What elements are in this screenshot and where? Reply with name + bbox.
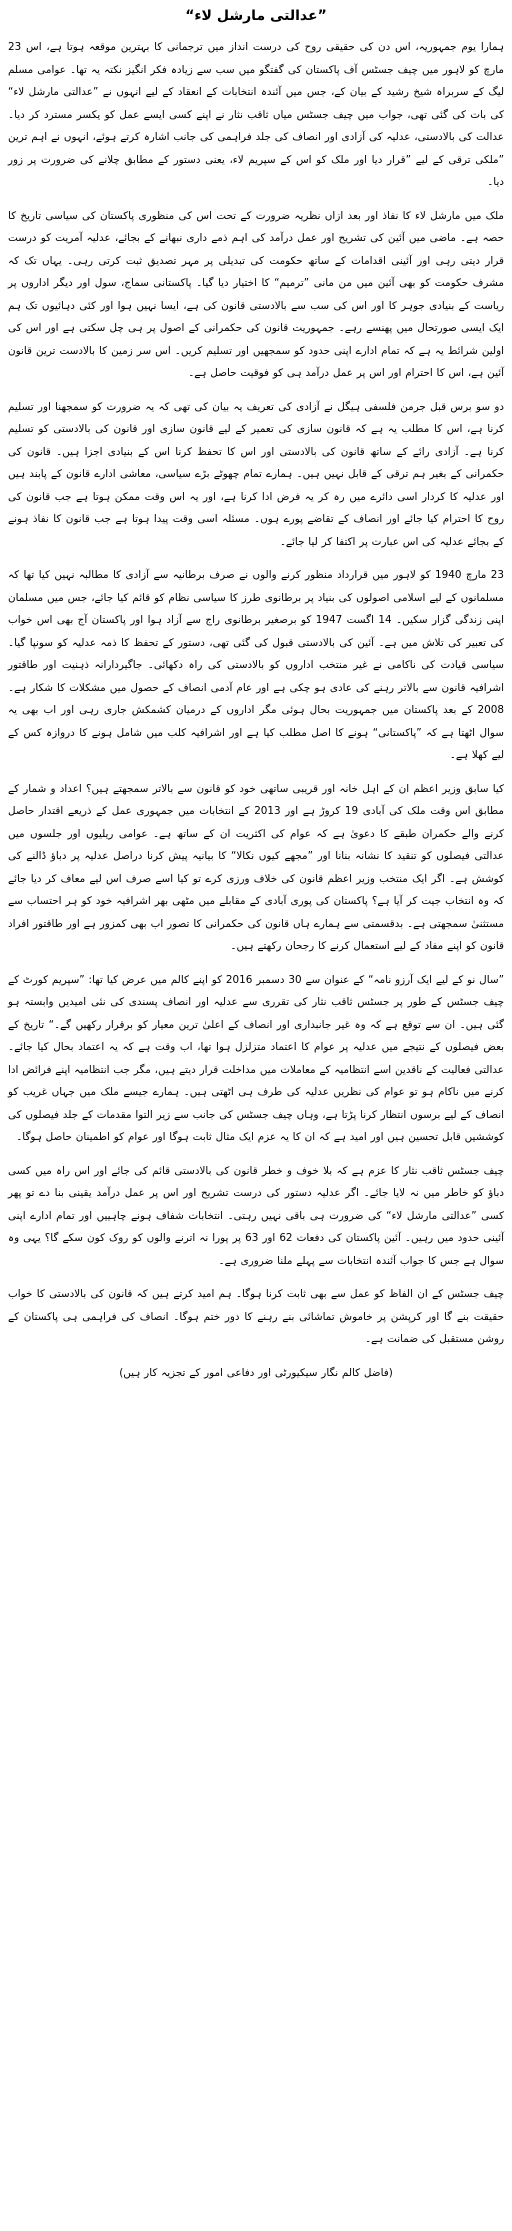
article-paragraph-7: چیف جسٹس ثاقب نثار کا عزم ہے کہ بلا خوف و خطر قانون کی بالادستی قائم کی جائے اور اس راہ میں کسی دباؤ کو خاطر میں نہ لایا جائے۔ اگر عدلیہ دستور کی درست تشریح اور اس پر عمل درآمد یقینی بنا دے تو پھر کسی ”عدالتی مارشل لاء“ کی ضرورت ہی باقی نہیں رہتی۔ انتخابات شفاف ہونے چاہییں اور تمام ادارے اپنی آئینی حدود میں رہیں۔ آئین پاکستان کی دفعات 62 اور 63 پر پورا نہ اترنے والوں کو روک کون سکے گا؟ یہی وہ سوال ہے جس کا جواب آئندہ انتخابات سے پہلے ملنا ضروری ہے۔ — [8, 1164, 504, 1267]
article-paragraph-5: کیا سابق وزیر اعظم ان کے اہل خانہ اور قریبی ساتھی خود کو قانون سے بالاتر سمجھتے ہیں؟ اعداد و شمار کے مطابق اس وقت ملک کی آبادی 19 کروڑ ہے اور 2013 کے انتخابات میں جمہوری عمل کے ذریعے اقتدار حاصل کرنے والے حکمران طبقے کا دعویٰ ہے کہ عوام کی اکثریت ان کے ساتھ ہے۔ عوامی ریلیوں اور جلسوں میں عدالتی فیصلوں کو تنقید کا نشانہ بنانا اور ”مجھے کیوں نکالا“ کا بیانیہ پیش کرنا دراصل عدلیہ پر دباؤ ڈالنے کی کوشش ہے۔ اگر ایک منتخب وزیر اعظم قانون کی خلاف ورزی کرے تو کیا اسے صرف اس لیے معاف کر دیا جائے کہ وہ انتخاب جیت کر آیا ہے؟ پاکستان کی پوری آبادی کے مقابلے میں مٹھی بھر اشرافیہ خود کو ہر احتساب سے مستثنیٰ سمجھتی ہے۔ بدقسمتی سے ہمارے ہاں قانون کی حکمرانی کا تصور اب بھی کمزور ہے اور طاقتور افراد قانون کو اپنے مفاد کے لیے استعمال کرنے کا رجحان رکھتے ہیں۔ — [8, 782, 504, 952]
article-paragraph-1: ہمارا یوم جمہوریہ، اس دن کی حقیقی روح کی درست انداز میں ترجمانی کا بہترین موقعہ ہوتا ہے، اس 23 مارچ کو لاہور میں چیف جسٹس آف پاکستان کی گفتگو میں سب سے زیادہ فکر انگیز نکتہ یہ تھا۔ عوامی مسلم لیگ کے سربراہ شیخ رشید کے بیان کے، جس میں آئندہ انتخابات کے انعقاد کے لیے انہوں نے ”عدالتی مارشل لاء“ کی بات کی گئی تھی، جواب میں چیف جسٹس میاں ثاقب نثار نے اپنے کسی ایسے عمل کو یکسر مسترد کر دیا۔ عدالت کی بالادستی، عدلیہ کی آزادی اور انصاف کی جلد فراہمی کی جانب اشارہ کرتے ہوئے، انہوں نے اہم ترین ”ملکی ترقی کے لیے ”قرار دیا اور ملک کو اس کے سپریم لاء، یعنی دستور کے مطابق چلانے کی ضرورت پر زور دیا۔ — [8, 41, 504, 188]
article-title: ”عدالتی مارشل لاء“ — [185, 8, 327, 24]
author-note: (فاضل کالم نگار سیکیورٹی اور دفاعی امور کے تجزیہ کار ہیں) — [119, 1366, 393, 1379]
article-paragraph-8: چیف جسٹس کے ان الفاظ کو عمل سے بھی ثابت کرنا ہوگا۔ ہم امید کرتے ہیں کہ قانون کی بالادستی کا خواب حقیقت بنے گا اور کرپشن پر خاموش تماشائی بنے رہنے کا دور ختم ہوگا۔ انصاف کی فراہمی ہی پاکستان کے روشن مستقبل کی ضمانت ہے۔ — [8, 1288, 504, 1345]
article-paragraph-6: ”سال نو کے لیے ایک آرزو نامہ“ کے عنوان سے 30 دسمبر 2016 کو اپنے کالم میں عرض کیا تھا: ”سپریم کورٹ کے چیف جسٹس کے طور پر جسٹس ثاقب نثار کی تقرری سے عدلیہ اور انصاف پسندی کی نئی امیدیں وابستہ ہو گئی ہیں۔ ان سے توقع ہے کہ وہ غیر جانبداری اور انصاف کے اعلیٰ ترین معیار کو برقرار رکھیں گے۔“ تاریخ کے بعض فیصلوں کے نتیجے میں عدلیہ پر عوام کا اعتماد متزلزل ہوا تھا، اب وقت ہے کہ یہ اعتماد بحال کیا جائے۔ عدالتی فعالیت کے ناقدین اسے انتظامیہ کے معاملات میں مداخلت قرار دیتے ہیں، مگر جب انتظامیہ اپنے فرائض ادا کرنے میں ناکام ہو تو عوام کی نظریں عدلیہ کی طرف ہی اٹھتی ہیں۔ ہمارے جیسے ملک میں جہاں غریب کو انصاف کے لیے برسوں انتظار کرنا پڑتا ہے، وہاں چیف جسٹس کی جانب سے زیر التوا مقدمات کے جلد فیصلوں کی کوششیں قابل تحسین ہیں اور امید ہے کہ ان کا یہ عزم ایک مثال ثابت ہوگا اور عوام کو اطمینان حاصل ہوگا۔ — [8, 973, 504, 1143]
article-paragraph-4: 23 مارچ 1940 کو لاہور میں قرارداد منظور کرنے والوں نے صرف برطانیہ سے آزادی کا مطالبہ نہیں کیا تھا کہ مسلمانوں کے لیے اسلامی اصولوں کی بنیاد پر برطانوی طرز کا سیاسی نظام کو قائم کیا جائے، جس میں مسلمان اپنی زندگی گزار سکیں۔ 14 اگست 1947 کو برصغیر برطانوی راج سے آزاد ہوا اور پاکستان آج بھی اس خواب کی تعبیر کی تلاش میں ہے۔ آئین کی بالادستی قبول کی گئی تھی، دستور کے تحفظ کا ذمہ عدلیہ کو سونپا گیا۔ سیاسی قیادت کی ناکامی نے غیر منتخب اداروں کو بالادستی کی راہ دکھائی۔ جاگیردارانہ ذہنیت اور طاقتور اشرافیہ قانون سے بالاتر رہنے کی عادی ہو چکی ہے اور عام آدمی انصاف کے حصول میں مشکلات کا شکار ہے۔ 2008 کے بعد پاکستان میں جمہوریت بحال ہوئی مگر اداروں کے درمیان کشمکش جاری رہی اور اب بھی یہ سوال اٹھتا ہے کہ ”پاکستانی“ ہونے کا اصل مطلب کیا ہے اور اشرافیہ کلب میں شامل ہونے کا دروازہ کس کے لیے کھلا ہے۔ — [8, 569, 504, 761]
article-paragraph-2: ملک میں مارشل لاء کا نفاذ اور بعد ازاں نظریہ ضرورت کے تحت اس کی منظوری پاکستان کی سیاسی تاریخ کا حصہ ہے۔ ماضی میں آئین کی تشریح اور عمل درآمد کی اہم ذمے داری نبھانے کے بجائے، عدلیہ آمریت کو درست قرار دیتی رہی اور آئینی اقدامات کے ساتھ حکومت کی تبدیلی پر مہر تصدیق ثبت کرتی رہی۔ یہاں تک کہ مشرف حکومت کو بھی آئین میں من مانی ”ترمیم“ کا اختیار دیا گیا۔ پاکستانی سماج، سول اور دیگر اداروں پر ریاست کے بنیادی جوہر کا اور اس کی سب سے بالادستی قانون کی ہے، ایسا نہیں ہوا اور کئی دہائیوں تک ہم ایک ایسی صورتحال میں پھنسے رہے۔ جمہوریت قانون کی حکمرانی کے اصول پر ہی چل سکتی ہے اور اس کی اولین شرائط یہ ہے کہ تمام ادارے اپنی حدود کو سمجھیں اور تسلیم کریں۔ اس سر زمین کا بالادست ترین قانون آئین ہے، اس کا احترام اور اس پر عمل درآمد ہی کو فوقیت حاصل ہے۔ — [8, 209, 504, 379]
article-paragraph-3: دو سو برس قبل جرمن فلسفی ہیگل نے آزادی کی تعریف یہ بیان کی تھی کہ یہ ضرورت کو سمجھنا اور تسلیم کرنا ہے، اس کا مطلب یہ ہے کہ قانون سازی کی تعمیر کے لیے قانون سازی اور قانون کی بالادستی کو تسلیم کرنا ہے۔ آزادی رائے کے ساتھ قانون کی بالادستی اور اس کا تحفظ کرنا اس کے بنیادی اجزا ہیں۔ قانون کی حکمرانی کے بغیر ہم ترقی کے قابل نہیں ہیں۔ ہمارے تمام چھوٹے بڑے سیاسی، معاشی ادارے قانون کے پابند ہیں اور عدلیہ کا کردار اسی دائرے میں رہ کر یہ فرض ادا کرنا ہے، اور یہ اس وقت ممکن ہوتا ہے جب قانون کی روح کا احترام کیا جائے اور انصاف کے تقاضے پورے ہوں۔ مسئلہ اسی وقت پیدا ہوتا ہے جب قانون کا نفاذ ہونے کے بجائے عدلیہ کی اس عبارت پر اکتفا کر لیا جائے۔ — [8, 400, 504, 548]
